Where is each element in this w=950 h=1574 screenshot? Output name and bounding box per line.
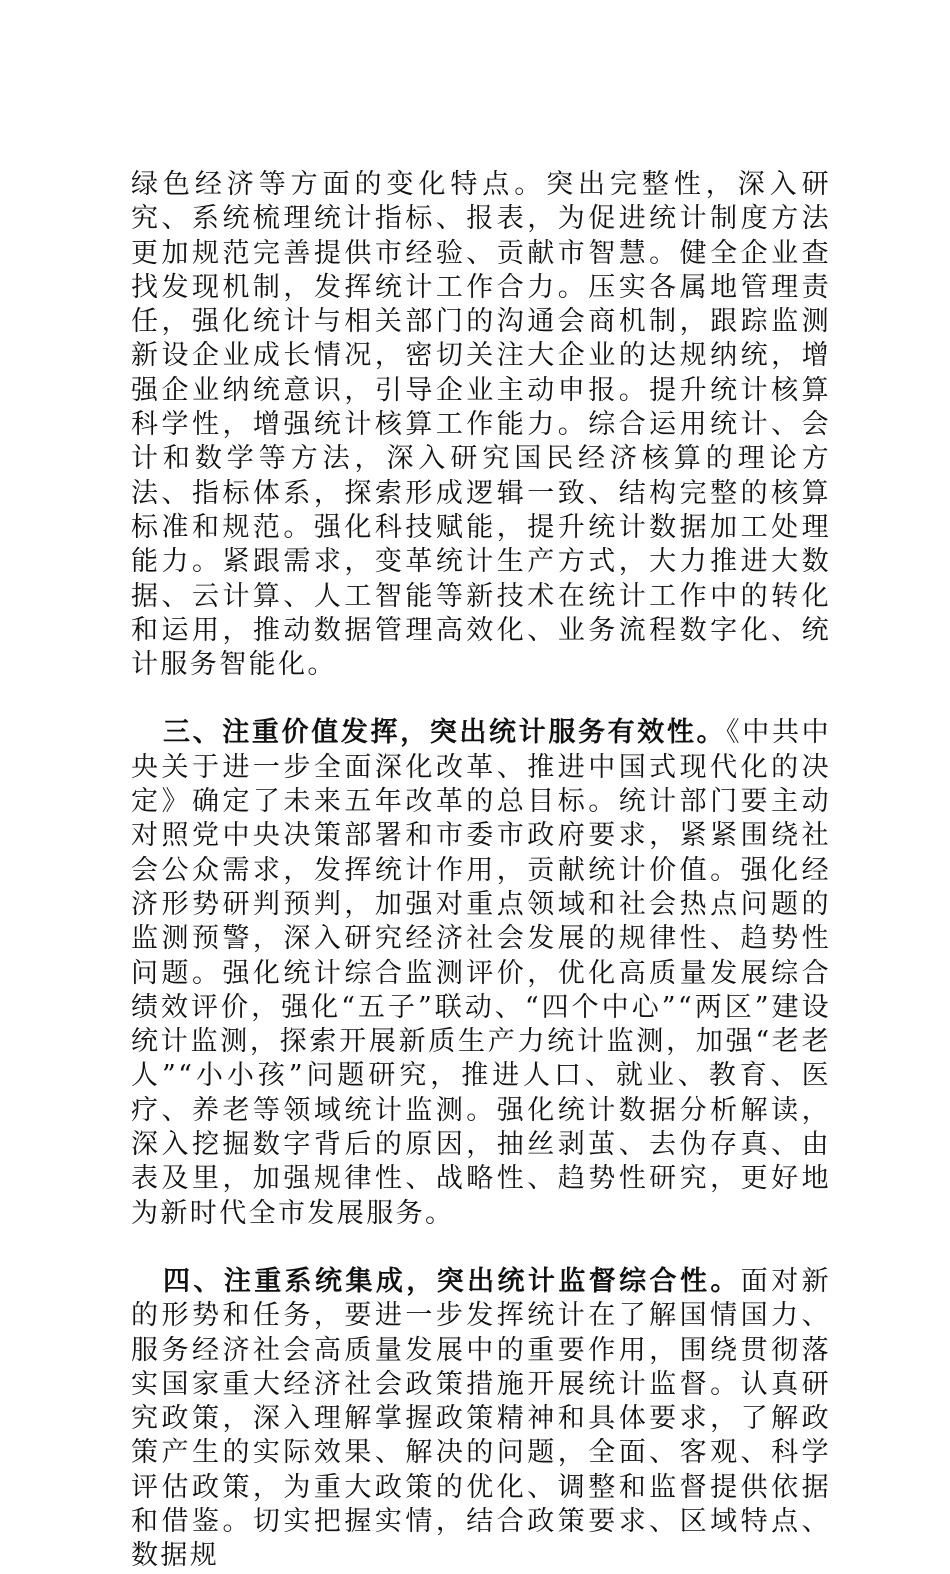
paragraph-section-three — [131, 716, 831, 1230]
paragraph-continuation — [131, 168, 831, 682]
section-three-heading: 三、注重价值发挥，突出统计服务有效性。 — [163, 717, 727, 749]
section-four-text: 面对新的形势和任务，要进一步发挥统计在了解国情国力、服务经济社会高质量发展中的重要作用，围绕贯彻落实国家重大经济社会政策措施开展统计监督。认真研究政策，深入理解掌握政策精神和具体要求，了解政策产生的实际效果、解决的问题，全面、客观、科学评估政策，为重大政策的优化、调整和监督提供依据和借鉴。切实把握实情，结合政策要求、区域特点、数据规 — [131, 1265, 831, 1572]
document-body — [131, 168, 831, 1574]
section-four-heading: 四、注重系统集成，突出统计监督综合性。 — [163, 1265, 741, 1297]
section-three-text: 《中共中央关于进一步全面深化改革、推进中国式现代化的决定》确定了未来五年改革的总目标。统计部门要主动对照党中央决策部署和市委市政府要求，紧紧围绕社会公众需求，发挥统计作用，贡献统计价值。强化经济形势研判预判，加强对重点领域和社会热点问题的监测预警，深入研究经济社会发展的规律性、趋势性问题。强化统计综合监测评价，优化高质量发展综合绩效评价，强化“五子”联动、“四个中心”“两区”建设统计监测，探索开展新质生产力统计监测，加强“老老人”“小小孩”问题研究，推进人口、就业、教育、医疗、养老等领域统计监测。强化统计数据分析解读，深入挖掘数字背后的原因，抽丝剥茧、去伪存真、由表及里，加强规律性、战略性、趋势性研究，更好地为新时代全市发展服务。 — [131, 717, 831, 1229]
paragraph-text: 绿色经济等方面的变化特点。突出完整性，深入研究、系统梳理统计指标、报表，为促进统计制度方法更加规范完善提供市经验、贡献市智慧。健全企业查找发现机制，发挥统计工作合力。压实各属地管理责任，强化统计与相关部门的沟通会商机制，跟踪监测新设企业成长情况，密切关注大企业的达规纳统，增强企业纳统意识，引导企业主动申报。提升统计核算科学性，增强统计核算工作能力。综合运用统计、会计和数学等方法，深入研究国民经济核算的理论方法、指标体系，探索形成逻辑一致、结构完整的核算标准和规范。强化科技赋能，提升统计数据加工处理能力。紧跟需求，变革统计生产方式，大力推进大数据、云计算、人工智能等新技术在统计工作中的转化和运用，推动数据管理高效化、业务流程数字化、统计服务智能化。 — [131, 169, 831, 681]
paragraph-section-four — [131, 1265, 831, 1574]
